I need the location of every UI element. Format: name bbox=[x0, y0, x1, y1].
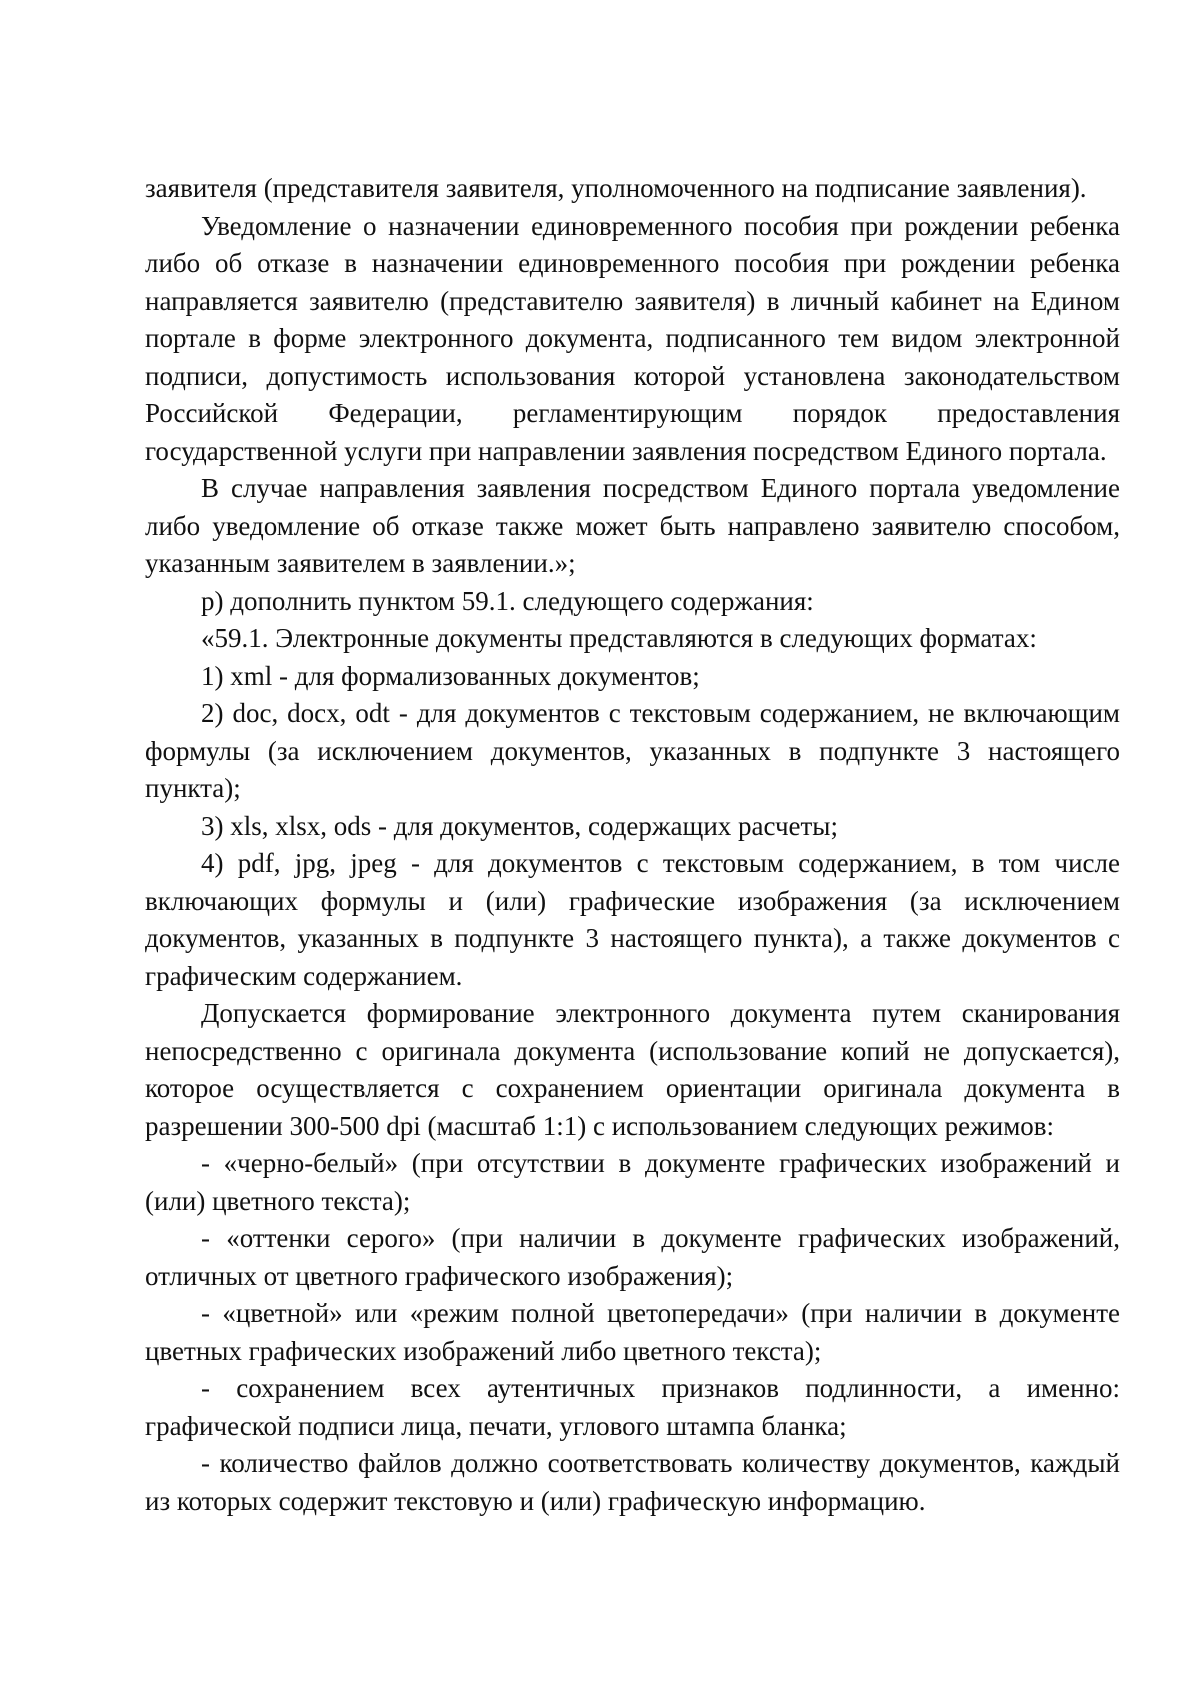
list-item-format-3: 3) xls, xlsx, ods - для документов, содержащих расчеты; bbox=[201, 810, 838, 841]
list-item-mode-color: - «цветной» или «режим полной цветопередачи» (при наличии в документе цветных графических изображений либо цветного текста); bbox=[145, 1298, 1120, 1366]
paragraph-continuation: заявителя (представителя заявителя, уполномоченного на подписание заявления). bbox=[145, 173, 1087, 203]
list-item-mode-bw: - «черно-белый» (при отсутствии в документе графических изображений и (или) цветного текста); bbox=[145, 1148, 1120, 1216]
list-item-format-1: 1) xml - для формализованных документов; bbox=[201, 660, 700, 691]
list-item-authenticity: - сохранением всех аутентичных признаков подлинности, а именно: графической подписи лица, печати, углового штампа бланка; bbox=[145, 1373, 1120, 1441]
list-item-mode-grayscale: - «оттенки серого» (при наличии в документе графических изображений, отличных от цветного графического изображения); bbox=[145, 1223, 1120, 1291]
document-body bbox=[145, 170, 1120, 1520]
paragraph-notification: Уведомление о назначении единовременного пособия при рождении ребенка либо об отказе в назначении единовременного пособия при рождении ребенка направляется заявителю (представителю заявителя) в личный кабинет на Едином портале в форме электронного документа, подписанного тем видом электронной подписи, допустимость использования которой установлена законодательством Российской Федерации, регламентирующим порядок предоставления государственной услуги при направлении заявления посредством Единого портала. bbox=[145, 210, 1120, 466]
paragraph-amendment-r: р) дополнить пунктом 59.1. следующего содержания: bbox=[201, 585, 814, 616]
list-item-file-count: - количество файлов должно соответствовать количеству документов, каждый из которых содержит текстовую и (или) графическую информацию. bbox=[145, 1448, 1120, 1516]
list-item-format-4: 4) pdf, jpg, jpeg - для документов с текстовым содержанием, в том числе включающих формулы и (или) графические изображения (за исключением документов, указанных в подпункте 3 настоящего пункта), а также документов с графическим содержанием. bbox=[145, 848, 1120, 991]
paragraph-scanning: Допускается формирование электронного документа путем сканирования непосредственно с оригинала документа (использование копий не допускается), которое осуществляется с сохранением ориентации оригинала документа в разрешении 300-500 dpi (масштаб 1:1) с использованием следующих режимов: bbox=[145, 998, 1120, 1141]
list-item-format-2: 2) doc, docx, odt - для документов с текстовым содержанием, не включающим формулы (за исключением документов, указанных в подпункте 3 настоящего пункта); bbox=[145, 698, 1120, 803]
paragraph-59-1-heading: «59.1. Электронные документы представляются в следующих форматах: bbox=[201, 623, 1037, 653]
paragraph-portal-notification: В случае направления заявления посредством Единого портала уведомление либо уведомление об отказе также может быть направлено заявителю способом, указанным заявителем в заявлении.»; bbox=[145, 473, 1120, 578]
